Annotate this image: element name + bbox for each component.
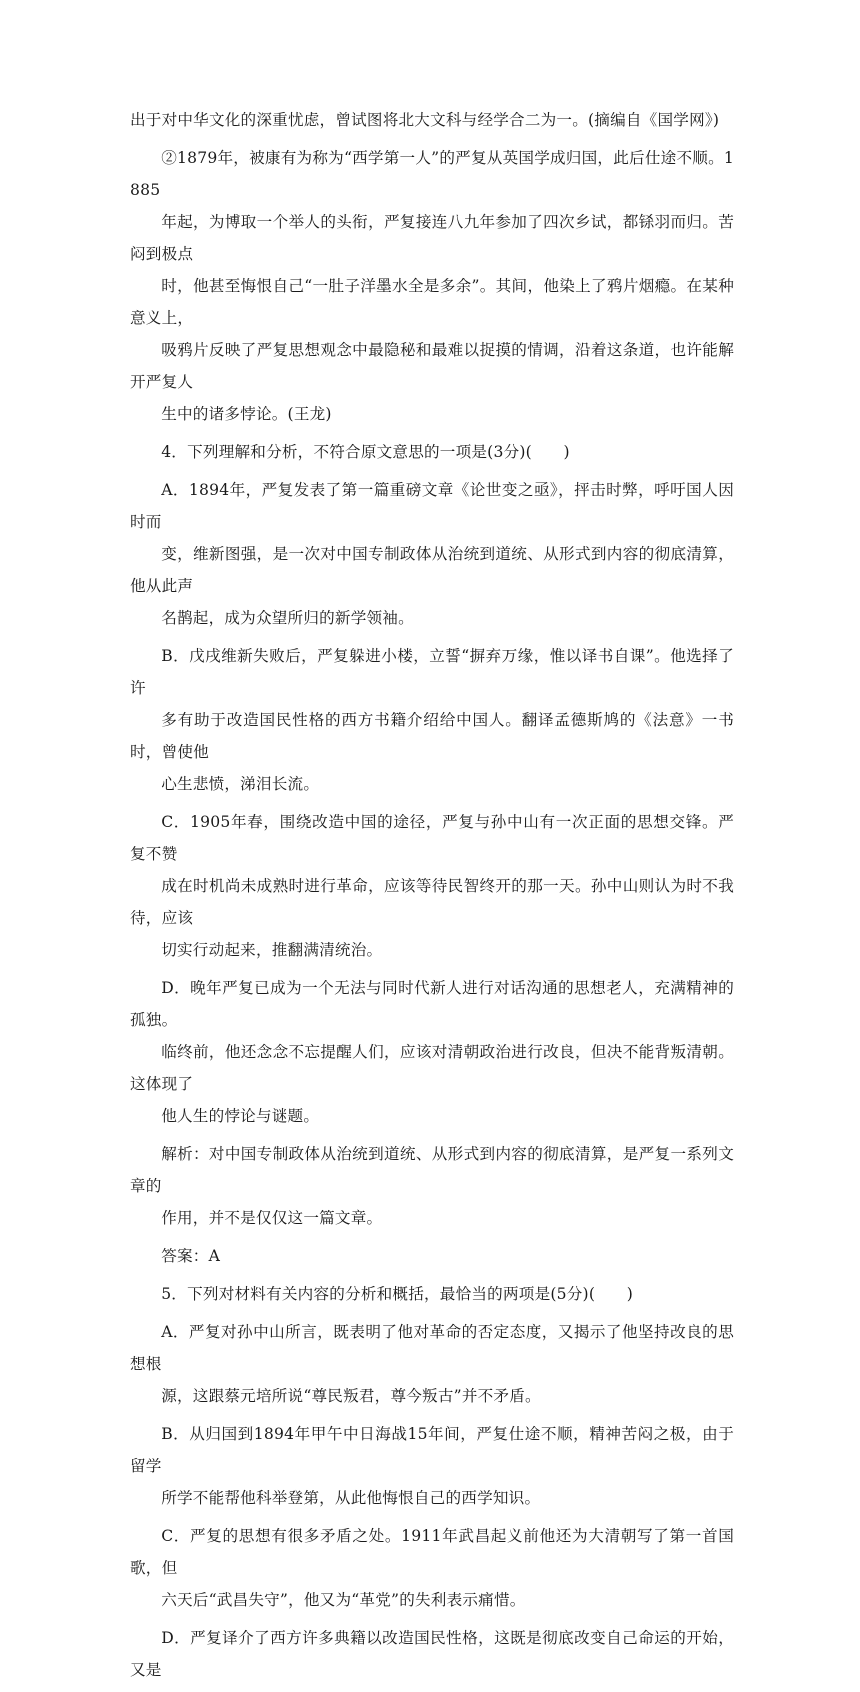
text-line: 源，这跟蔡元培所说“尊民叛君，尊今叛古”并不矛盾。	[161, 1387, 541, 1405]
paragraph-q5	[130, 1278, 734, 1310]
text-line: 出于对中华文化的深重忧虑，曾试图将北大文科与经学合二为一。(摘编自《国学网》)	[130, 111, 720, 129]
text-line: A．严复对孙中山所言，既表明了他对革命的否定态度，又揭示了他坚持改良的思想根	[130, 1323, 734, 1373]
text-line: 变，维新图强，是一次对中国专制政体从治统到道统、从形式到内容的彻底清算，他从此声	[130, 545, 734, 595]
text-line: 成在时机尚未成熟时进行革命，应该等待民智终开的那一天。孙中山则认为时不我待，应该	[130, 877, 734, 927]
text-line: C．1905年春，围绕改造中国的途径，严复与孙中山有一次正面的思想交锋。严复不赞	[130, 813, 734, 863]
text-line: 生中的诸多悖论。(王龙)	[161, 405, 332, 423]
paragraph-q4a	[130, 474, 734, 634]
text-line: B．戊戌维新失败后，严复躲进小楼，立誓“摒弃万缘，惟以译书自课”。他选择了许	[130, 647, 734, 697]
text-line: 切实行动起来，推翻满清统治。	[161, 941, 383, 959]
text-line: 5．下列对材料有关内容的分析和概括，最恰当的两项是(5分)( )	[161, 1285, 633, 1303]
paragraph-q5c	[130, 1520, 734, 1616]
text-line: 多有助于改造国民性格的西方书籍介绍给中国人。翻译孟德斯鸠的《法意》一书时，曾使他	[130, 711, 734, 761]
text-line: 临终前，他还念念不忘提醒人们，应该对清朝政治进行改良，但决不能背叛清朝。这体现了	[130, 1043, 734, 1093]
text-line: 心生悲愤，涕泪长流。	[161, 775, 320, 793]
paragraph-q4d	[130, 972, 734, 1132]
text-line: 答案：A	[161, 1247, 221, 1265]
text-line: 作用，并不是仅仅这一篇文章。	[161, 1209, 383, 1227]
paragraph-q5b	[130, 1418, 734, 1514]
document-body	[130, 104, 734, 1686]
paragraph-q4	[130, 436, 734, 468]
paragraph-q5d	[130, 1622, 734, 1686]
paragraph-q4analysis	[130, 1138, 734, 1234]
text-line: 他人生的悖论与谜题。	[161, 1107, 320, 1125]
text-line: 解析：对中国专制政体从治统到道统、从形式到内容的彻底清算，是严复一系列文章的	[130, 1145, 734, 1195]
text-line: 六天后“武昌失守”，他又为“革党”的失利表示痛惜。	[161, 1591, 526, 1609]
text-line: 名鹊起，成为众望所归的新学领袖。	[161, 609, 414, 627]
paragraph-q4b	[130, 640, 734, 800]
text-line: 年起，为博取一个举人的头衔，严复接连八九年参加了四次乡试，都铩羽而归。苦闷到极点	[130, 213, 734, 263]
text-line: D．严复译介了西方许多典籍以改造国民性格，这既是彻底改变自己命运的开始，又是	[130, 1629, 734, 1679]
text-line: 所学不能帮他科举登第，从此他悔恨自己的西学知识。	[161, 1489, 541, 1507]
paragraph-q5a	[130, 1316, 734, 1412]
text-line: ②1879年，被康有为称为“西学第一人”的严复从英国学成归国，此后仕途不顺。1885	[130, 149, 734, 199]
text-line: C．严复的思想有很多矛盾之处。1911年武昌起义前他还为大清朝写了第一首国歌，但	[130, 1527, 734, 1577]
text-line: 4．下列理解和分析，不符合原文意思的一项是(3分)( )	[161, 443, 570, 461]
text-line: B．从归国到1894年甲午中日海战15年间，严复仕途不顺，精神苦闷之极，由于留学	[130, 1425, 734, 1475]
text-line: 时，他甚至悔恨自己“一肚子洋墨水全是多余”。其间，他染上了鸦片烟瘾。在某种意义上，	[130, 277, 734, 327]
text-line: A．1894年，严复发表了第一篇重磅文章《论世变之亟》，抨击时弊，呼吁国人因时而	[130, 481, 734, 531]
paragraph-q4c	[130, 806, 734, 966]
paragraph-q4answer	[130, 1240, 734, 1272]
paragraph-p1	[130, 142, 734, 430]
text-line: D．晚年严复已成为一个无法与同时代新人进行对话沟通的思想老人，充满精神的孤独。	[130, 979, 734, 1029]
paragraph-p0	[130, 104, 734, 136]
document-page	[130, 104, 734, 1692]
text-line: 吸鸦片反映了严复思想观念中最隐秘和最难以捉摸的情调，沿着这条道，也许能解开严复人	[130, 341, 734, 391]
